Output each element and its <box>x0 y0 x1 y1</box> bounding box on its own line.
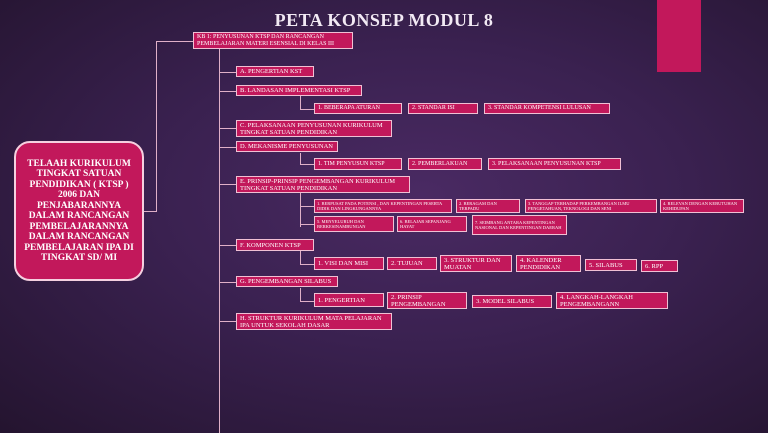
e-item-1: 1. BERPUSAT PADA POTENSI , DAN KEPENTINGAN PESERTA DIDIK DAN LINGKUNGANNYA <box>314 199 452 213</box>
f-item-3: 3. STRUKTUR DAN MUATAN <box>440 255 512 272</box>
connector-e-sub-h1 <box>300 206 314 207</box>
section-c: C. PELAKSANAAN PENYUSUNAN KURIKULUM TINGKAT SATUAN PENDIDIKAN <box>236 120 392 137</box>
connector-g <box>219 282 236 283</box>
f-item-2: 2. TUJUAN <box>387 257 437 270</box>
section-h: H. STRUKTUR KURIKULUM MATA PELAJARAN IPA UNTUK SEKOLAH DASAR <box>236 313 392 330</box>
connector-b-sub <box>300 96 301 109</box>
connector-d-sub-h <box>300 164 314 165</box>
e-item-7: 7. SEIMBANG ANTARA KEPENTINGAN NASIONAL DAN KEPENTINGAN DAERAH <box>472 215 567 235</box>
connector-e <box>219 184 236 185</box>
f-item-5: 5. SILABUS <box>585 259 637 271</box>
connector-f <box>219 245 236 246</box>
connector-central-to-trunk <box>144 211 156 212</box>
connector-main-trunk <box>219 48 220 433</box>
b-item-1: 1. BEBERAPA ATURAN <box>314 103 402 114</box>
connector-d-sub <box>300 153 301 164</box>
f-item-6: 6. RPP <box>641 260 678 272</box>
connector-e-sub <box>300 193 301 227</box>
d-item-3: 3. PELAKSANAAN PENYUSUNAN KTSP <box>488 158 621 170</box>
f-item-1: 1. VISI DAN MISI <box>314 257 384 270</box>
section-a: A. PENGERTIAN KST <box>236 66 314 77</box>
e-item-2: 2. BERAGAM DAN TERPADU <box>456 199 520 213</box>
e-item-6: 6. BELAJAR SEPANJANG HAYAT <box>397 216 467 232</box>
connector-c <box>219 128 236 129</box>
connector-f-sub <box>300 251 301 265</box>
g-item-4: 4. LANGKAH-LANGKAH PENGEMBANGANN <box>556 292 668 309</box>
connector-b <box>219 91 236 92</box>
section-d: D. MEKANISME PENYUSUNAN <box>236 141 338 152</box>
d-item-1: 1. TIM PENYUSUN KTSP <box>314 158 402 170</box>
g-item-3: 3. MODEL SILABUS <box>472 295 552 308</box>
connector-d <box>219 147 236 148</box>
connector-a <box>219 72 236 73</box>
e-item-4: 4. RELEVAN DENGAN KEBUTUHAN KEHIDUPAN <box>660 199 744 213</box>
b-item-3: 3. STANDAR KOMPETENSI LULUSAN <box>484 103 610 114</box>
connector-b-sub-h <box>300 109 314 110</box>
connector-e-sub-h2 <box>300 224 314 225</box>
connector-h <box>219 321 236 322</box>
connector-g-sub-h <box>300 301 314 302</box>
f-item-4: 4. KALENDER PENDIDIKAN <box>516 255 581 272</box>
d-item-2: 2. PEMBERLAKUAN <box>408 158 482 170</box>
section-b: B. LANDASAN IMPLEMENTASI KTSP <box>236 85 362 96</box>
b-item-2: 2. STANDAR ISI <box>408 103 478 114</box>
g-item-1: 1. PENGERTIAN <box>314 293 384 307</box>
g-item-2: 2. PRINSIP PENGEMBANGAN <box>387 292 467 309</box>
page-title: PETA KONSEP MODUL 8 <box>274 10 494 30</box>
central-topic: TELAAH KURIKULUM TINGKAT SATUAN PENDIDIKAN ( KTSP ) 2006 DAN PENJABARANNYA DALAM RANCANGAN PEMBELAJARANNYA DALAM RANCANGAN PEMBELAJARAN IPA DI TINGKAT SD/ MI <box>14 141 144 281</box>
connector-central-vertical <box>156 41 157 212</box>
e-item-3: 3. TANGGAP TERHADAP PERKEMBANGAN ILMU PENGETAHUAN, TEKNOLOGI DAN SENI <box>525 199 657 213</box>
connector-f-sub-h <box>300 264 314 265</box>
kb1-box: KB 1: PENYUSUNAN KTSP DAN RANCANGAN PEMBELAJARAN MATERI ESENSIAL DI KELAS III <box>193 32 353 49</box>
section-g: G. PENGEMBANGAN SILABUS <box>236 276 338 287</box>
decorative-block <box>657 0 701 72</box>
connector-to-kb1 <box>156 41 194 42</box>
section-e: E. PRINSIP-PRINSIP PENGEMBANGAN KURIKULUM TINGKAT SATUAN PENDIDIKAN <box>236 176 410 193</box>
section-f: F. KOMPONEN KTSP <box>236 239 314 251</box>
e-item-5: 5. MENYELURUH DAN BERKESINAMBUNGAN <box>314 216 394 232</box>
connector-g-sub <box>300 288 301 301</box>
